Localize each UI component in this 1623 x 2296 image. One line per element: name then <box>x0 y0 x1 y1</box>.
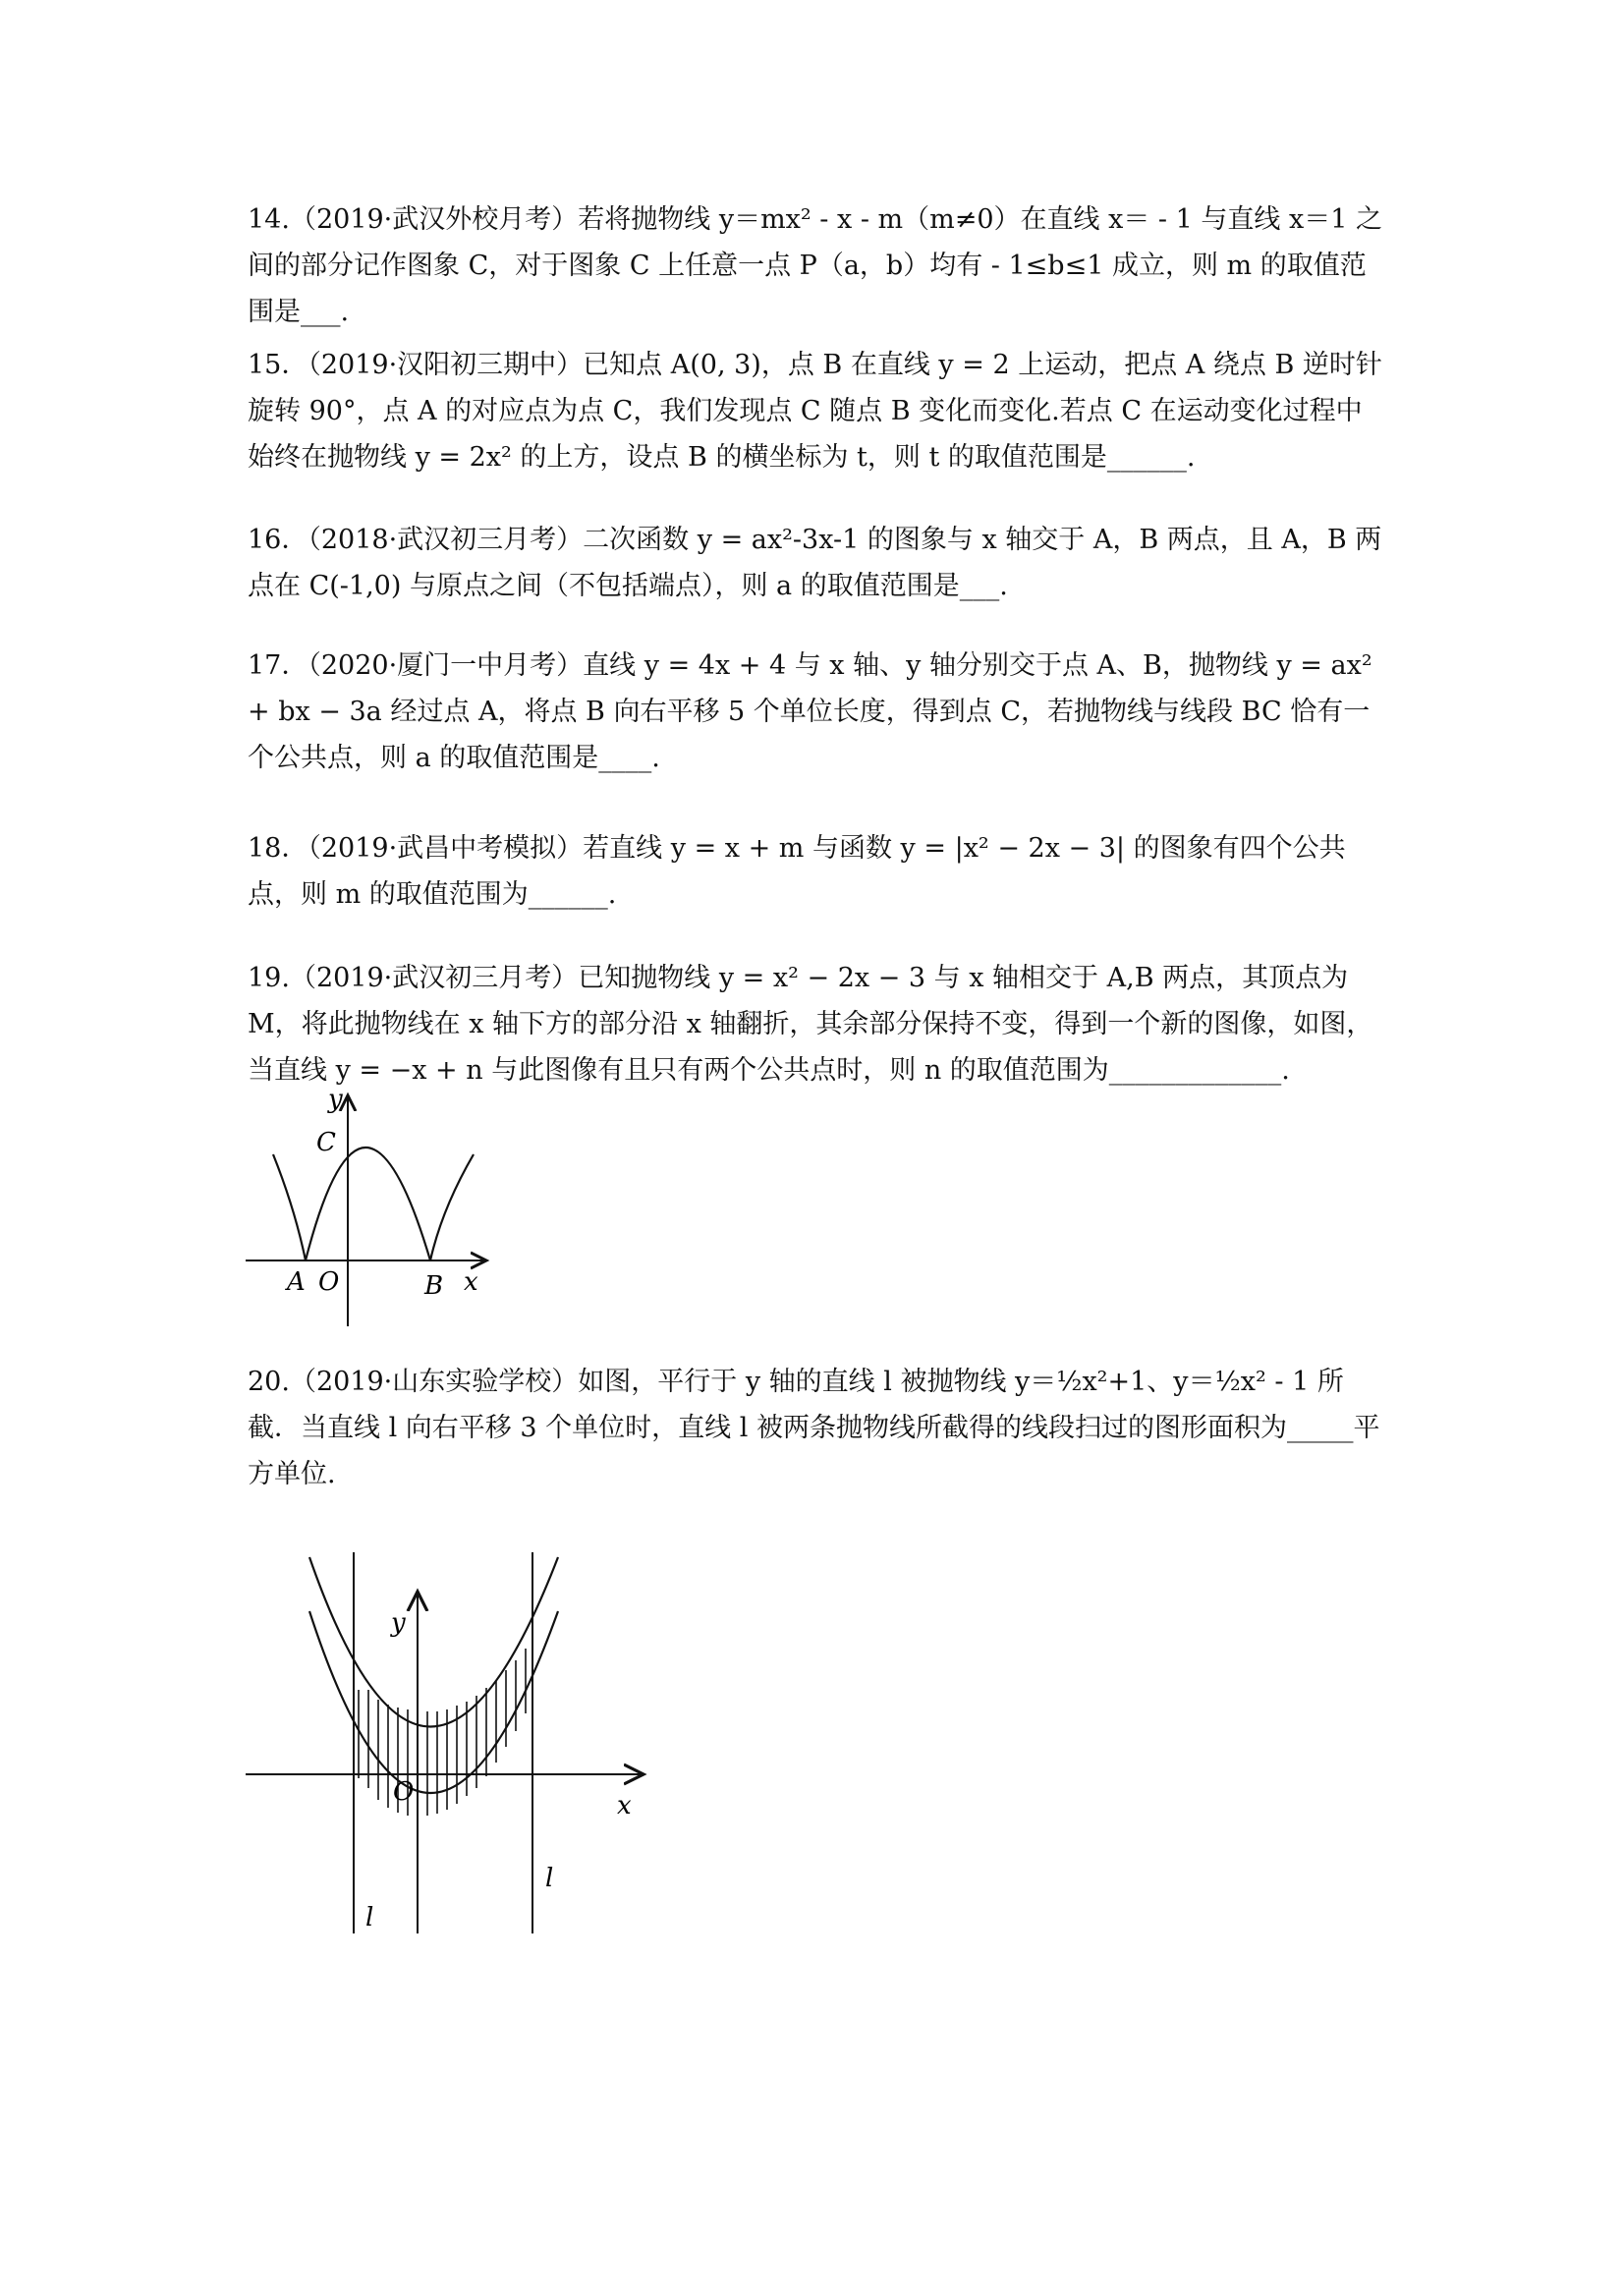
problem-19-text: 19.（2019·武汉初三月考）已知抛物线 y = x² − 2x − 3 与 x 轴相交于 A,B 两点，其顶点为 M，将此抛物线在 x 轴下方的部分沿 x 轴翻折，其余部分保持不变，得到一个新的图像，如图，当直线 y = −x + n 与此图像有且只有两个公共点时，则 n 的取值范围为_____________. <box>248 963 1373 1086</box>
label-y: y <box>391 1608 406 1638</box>
problem-15 <box>248 342 1387 480</box>
problem-17-text: 17．（2020·厦门一中月考）直线 y = 4x + 4 与 x 轴、y 轴分别交于点 A、B，抛物线 y = ax² + bx − 3a 经过点 A，将点 B 向右平移 5 个单位长度，得到点 C，若抛物线与线段 BC 恰有一个公共点，则 a 的取值范围是____. <box>248 650 1372 773</box>
flipped-arch <box>306 1148 430 1260</box>
label-O: O <box>318 1267 340 1297</box>
label-B: B <box>424 1271 444 1301</box>
problem-15-text: 15．（2019·汉阳初三期中）已知点 A(0, 3)，点 B 在直线 y = 2 上运动，把点 A 绕点 B 逆时针旋转 90°，点 A 的对应点为点 C，我们发现点 C 随点 B 变化而变化.若点 C 在运动变化过程中始终在抛物线 y = 2x² 的上方，设点 B 的横坐标为 t，则 t 的取值范围是______. <box>248 350 1382 473</box>
label-y: y <box>328 1086 343 1114</box>
figure-19-graph <box>246 1086 501 1331</box>
problem-16-text: 16．（2018·武汉初三月考）二次函数 y = ax²-3x-1 的图象与 x 轴交于 A，B 两点，且 A，B 两点在 C(-1,0) 与原点之间（不包括端点），则 a 的取值范围是___. <box>248 525 1382 601</box>
problem-17 <box>248 643 1387 781</box>
right-branch <box>430 1154 474 1260</box>
problem-19 <box>248 955 1387 1093</box>
problem-18 <box>248 825 1387 918</box>
label-l-right: l <box>545 1864 554 1893</box>
figure-20-graph <box>246 1542 658 1935</box>
problem-20-text: 20.（2019·山东实验学校）如图，平行于 y 轴的直线 l 被抛物线 y＝½x²+1、y＝½x² - 1 所截．当直线 l 向右平移 3 个单位时，直线 l 被两条抛物线所截得的线段扫过的图形面积为_____平方单位. <box>248 1367 1380 1489</box>
problem-14-text: 14.（2019·武汉外校月考）若将抛物线 y＝mx² - x - m（m≠0）在直线 x＝ - 1 与直线 x＝1 之间的部分记作图象 C，对于图象 C 上任意一点 P（a，b）均有 - 1≤b≤1 成立，则 m 的取值范围是___. <box>248 204 1382 327</box>
label-O: O <box>393 1777 415 1807</box>
label-A: A <box>287 1267 306 1297</box>
label-x: x <box>464 1267 478 1297</box>
label-l-left: l <box>365 1903 374 1932</box>
left-branch <box>273 1154 306 1260</box>
problem-16 <box>248 517 1387 609</box>
problem-14 <box>248 196 1387 335</box>
problem-18-text: 18．（2019·武昌中考模拟）若直线 y = x + m 与函数 y = |x² − 2x − 3| 的图象有四个公共点，则 m 的取值范围为______. <box>248 833 1346 910</box>
label-C: C <box>316 1128 336 1157</box>
label-x: x <box>617 1791 632 1820</box>
problem-20 <box>248 1359 1387 1497</box>
